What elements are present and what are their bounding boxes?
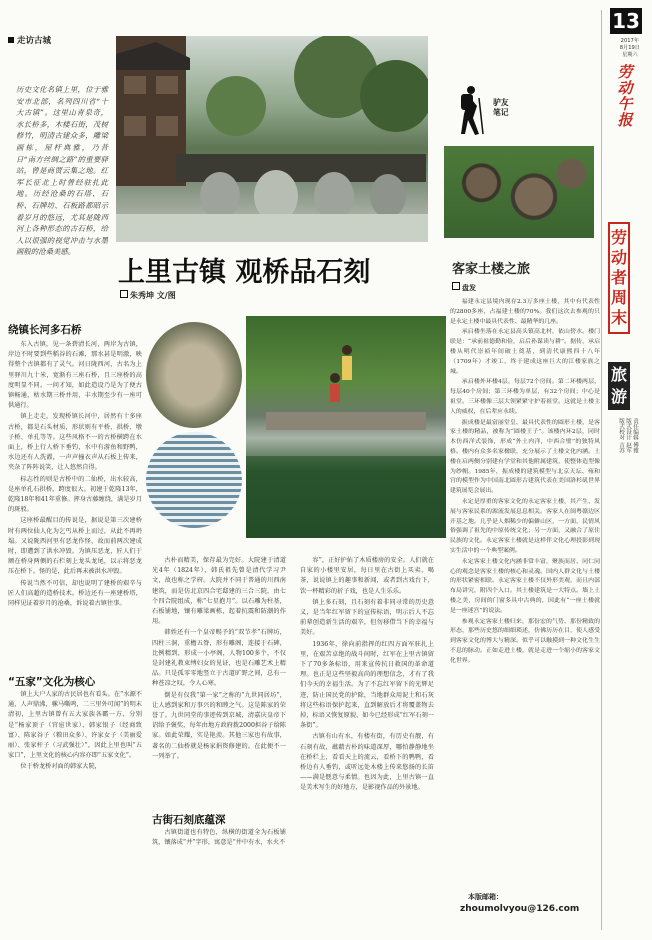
intro-paragraph: 历史文化名镇上里，位于雅安市北部，名列四川省“十大古镇”。这里山青泉奇，水长桥多，木楼石街，茂树修竹，明清古建众多，雕梁画栋，屋杆典雅，乃昔日“南方丝绸之路”的重要驿站，曾是商贾云集之地。红军长征北上时曾经驻扎此地。历经沧桑的石塔、石桥、石牌坊、石板路都昭示着岁月的悠远，尤其是陇西河上各种形态的古石桥，给人以很强的视觉冲击与水墨画般的沧桑美感。 — [16, 85, 108, 257]
article-column-2 — [152, 556, 286, 763]
article-column-1 — [8, 340, 142, 610]
editor-credit: 版式校对 吉苏 — [618, 418, 624, 454]
byline: 朱秀坤 文/图 — [120, 290, 176, 301]
tulou-article-body — [450, 298, 600, 667]
paragraph: 古镇街道也有特色，纵横的街道全为石板铺筑，镶落成“井”字形，寓意是“井中有水，水火不 — [152, 829, 286, 847]
paragraph: 古镇有山有水，有楼有街，有历史有靓，有石刻有故，蕴藉古朴的味道深厚，哪怕静静地坐在桥栏上，看看天上的流云，看桥下的鸭鸭，看桥边有人垂钓，或听远处木楼上传来悠扬的长笛——满是惬意与柔情。也因为此，上里古镇一直是美术写生的好地方，是影视作品的外景地。 — [300, 733, 434, 792]
subheading-stone-carvings: 古街石刻底蕴深 — [152, 814, 226, 826]
paragraph: 镇上走走，发现桥镇长河中，居然有十多座古桥，都是石头材质，形状则有平桥、拱桥、墩子桥、单孔等等。这些风格不一的古桥横跨在水面上，桥上行人桥下垂钓，水中有游鱼和野鸭，水边还有人洗濯，一声声撞衣声从石板上传来，夹杂了阵阵说笑，让人悠然自得。 — [8, 413, 142, 472]
page-number: 13 — [610, 8, 642, 34]
main-photo-bridge — [116, 36, 428, 242]
paragraph: 振成楼是最富丽堂皇、最具代表性的圆形土楼，是客家土楼的精品，被称为“圆楼王子”。该楼内环2层，同时本仿西洋式装饰，形成“外土内洋，中西合璧”的独特风格。楼内有众多名家楹联，充分展示了土楼文化内涵。土楼在启两侧分别建有学堂和其他附属建筑，使整体造型像为纱帽。1985年，振成楼的建筑模型与北京天坛、雍和宫的模型作为中国南北圆形古建筑代表在美国洛杉矶世界建筑展览会展出。 — [450, 419, 600, 495]
date-day: 8月19日 — [619, 45, 640, 51]
paragraph: 东入古镇，见一条碧清长河，两岸为古镇，岸边不时要到些稻谷的石滩，那水甚是明澈，映得整个古镇都有了灵气。河日陇西河，古名为上里驿川九十米，宽渐有三座石桥，且三座桥的高度明显不同。一问才知，如此造设乃是为了便古镇畅通，枯水期三桥并用，丰水期至少有一座可供通行。 — [8, 341, 142, 410]
tulou-article-title: 客家土楼之旅 — [452, 262, 531, 277]
notes-label-line1: 驴友 — [493, 98, 509, 107]
stone-tablet-photo — [146, 322, 242, 428]
stream-photo — [246, 316, 446, 538]
paragraph: 承启楼外环楼4层，每层72个房间。第二环楼两层，每层40个房间；第三环楼为单层，有32个房间；中心是祖堂。三环楼像三层大领紧紧守护着祖堂。这就是土楼主人的威权，在后辈应永续。 — [450, 379, 600, 415]
article-column-3 — [300, 556, 434, 795]
paragraph: 镇上大户人家的古民居也有看头。在“水源不通，人声鼎沸，骡马嘶鸣，二三里外可闻”的明末清初，上里古镇曾有五大家族各霸一方，分别是“杨家顶子（官宦世家）、韩家银子（经商致富）、陈家谷子（粮田众多）、许家女子（美丽爱丽）、张家杆子（习武强壮）”，因此上里也叫“五家口”，上里文化的核心内容亦即“五家文化”。 — [8, 691, 142, 760]
paragraph: 永定客家土楼文化内涵非常丰富，聚族而居、同仁同心的观念是客家土楼的核心和灵魂。国内人群文化与土楼的形状紧密相联。永定客家土楼不仅外形美观，而且内部布局讲究，附四个入口。其土楼建筑是一大特点。墙上土楼之美，房间的门窗多具中古典的，因此有“一座土楼就是一座迷宫”的说法。 — [450, 558, 600, 614]
donkey-notes-label — [493, 98, 509, 118]
mailbox-address: zhoumolvyou@126.com — [460, 904, 580, 914]
hiker-icon — [455, 84, 485, 136]
article-column-1b — [8, 690, 142, 774]
paragraph: 永定是厚重的客家文化的永定客家土楼，其产生、发展与客家民系的源流发展息息相关。客家人在闽粤赣边区开基之地，几乎是人烟稀少的偏僻山区，一方面，民情风俗强调了祖先的中原传统文化；另一方面，又融合了原住民族的文化。永定客家土楼就是这样伴文化心理投影到现实生活中的一个典型案例。 — [450, 498, 600, 554]
mailbox-label: 本版邮箱： — [468, 893, 503, 901]
column-divider — [601, 10, 602, 930]
paragraph: 容”，正好护佑了木质楼房的安全。人们就在自家的小楼里安居，每日里在古街上买卖，喝茶，说说镇上的趣事和新闻，或者到古戏台下，饮一杯精彩的折子戏，也是人生乐乐。 — [300, 557, 434, 595]
subheading-stone-bridges: 绕镇长河多石桥 — [8, 324, 82, 336]
photo-cluster — [146, 316, 446, 546]
newspaper-masthead: 劳动午报 — [617, 63, 633, 129]
main-title: 上里古镇 观桥品石刻 — [118, 257, 371, 288]
section-label-travel: 旅游 — [608, 362, 630, 410]
tulou-photo — [444, 146, 594, 238]
donkey-notes-logo — [455, 84, 525, 140]
editor-credits — [617, 418, 638, 453]
subheading-five-families: “五家”文化为核心 — [8, 676, 96, 688]
tulou-byline: 盘发 — [452, 282, 476, 293]
paragraph: 传说当然不可信，却也说明了建桥的艰辛与匠人们高超的造桥技术。桥边还有一座建桥塔，同样见证着岁月的沧桑，诉说着古镇往事。 — [8, 579, 142, 608]
paragraph: 韩姓还有一个皇帝赐予的“双节孝”石牌坊，四柱三洞，重檐五脊，形有雕阁，连接于石碑，比例精到，形成一小亭阁，人物100多个，不仅是封建礼教束缚妇女的见证，也是石雕艺术上精品。只是孤零零地竖立于古道旷野之间，总有一种苍凉之叹，令人心寒。 — [152, 629, 286, 688]
paragraph: 古朴而精美，保存最为完好。大院建于清道光4年（1824年），韩氏祖先曾是清代学习尹文，故也称之学府。大院并不同于普通的川西南建筑，而是仿北京四合宅邸建的三合三院，由七个四合院组成，称“七星抱月”。以石雕为柱基，石板铺地，镶有雕梁画栋，起着抗震和防潮的作用。 — [152, 557, 286, 626]
section-tag: 走访古城 — [8, 34, 51, 46]
paragraph: 标志性的则是古桥中的二仙桥，出水较高，是座单孔石拱桥，跨度很大。初建于乾隆13年，乾隆18年和41年重修。挥身古藤缠绕，满是岁月的斑驳。 — [8, 475, 142, 514]
paragraph: 参观永定客家土楼归来，那份宏的气势、那份精致的形态，那些历史悠的细细琐述，仿佛历历在目，使人感受到客家文化的博大与精深。似乎可以触摸到一种文化生生不息的脉动。正如走进土楼，就是走进一个缩小的客家文化世界。 — [450, 618, 600, 664]
paragraph: 承启楼坐落在永定县高头镇高北村，依山傍水。楼门联是：“承前祖德勤和俭，启后孙谋读与耕”。据传，承启楼从明代崇祯年间破土奠基，到清代康熙四十八年（1709年）才竣工，终于建成这座巨大的江楼家族之城。 — [450, 329, 600, 375]
paragraph: 福建永定县境内现存2.3万多座土楼，其中有代表性的2800多座，占福建土楼的70%。我们这次去参观的只是永定土楼中最具代表性、最精华的几座。 — [450, 299, 600, 325]
paragraph: 这座桥最醒目的传说是，据说是第三次建桥时有两位仙人化为乞丐从桥上而过，从此不再坍塌。又说陇西河里有恶龙作怪，故而前两次建成时，即遭到了洪水冲毁。为镇压恶龙，匠人们于额在桥身两侧的石栏刻上龙头龙尾，以示将恶龙压在桥下。怪的是，此后再未被洪水冲毁。 — [8, 517, 142, 576]
editor-credit: 版式设计 赵军 — [625, 418, 631, 454]
paragraph: 镇上多石刻，且石刻有着非同寻常的历史意义，是当年红军留下的宣传标语，明示后人不忘前辈创造新生活的艰辛，但勿移借当下的幸福与美好。 — [300, 598, 434, 637]
notes-label-line2: 笔记 — [493, 108, 509, 117]
waterfall-photo — [146, 432, 242, 528]
article-column-2b — [152, 828, 286, 849]
paragraph: 倒是有仅我“第一家”之称的“九世同居坊”，让人感到家和万事兴的和睦之气。这是陈家的荣誉了。九世同堂的事迹传到京城，清嘉庆皇帝下诏给予褒奖，每年由地方政府拨2000担谷子给陈家。如此荣耀，实是艳羡。其他三家也有故事，著名的二仙桥就是杨家捐资修建的。在此便不一一列举了。 — [152, 691, 286, 760]
date-weekday: 星期六 — [622, 52, 638, 58]
paragraph: 位于桥龙桥对面的韩家大院， — [20, 763, 101, 771]
weekly-banner: 劳动者周末 — [608, 222, 630, 334]
editor-credit: 责任编辑 傅雅 — [632, 418, 638, 454]
date-block — [620, 38, 640, 59]
date-year: 2017年 — [620, 38, 640, 44]
paragraph: 1936年，徐向前指挥的红四方面军驻扎上里，在艰苦卓绝的战斗间时，红军在上里古镇留下了70多条标语，用来宣传抗日救国的革命道理。也正是这些坚毅高尚的理想信念，才有了我们今天的幸福生活。为了不忘红军留下的光辉足迹，防止国民党的护除，当地群众用泥土和石灰将这些标语保护起来，直到解放后才将覆盖物去掉，标语又恢复原貌，如今已经形成“红军石刻一条街”。 — [300, 640, 434, 730]
